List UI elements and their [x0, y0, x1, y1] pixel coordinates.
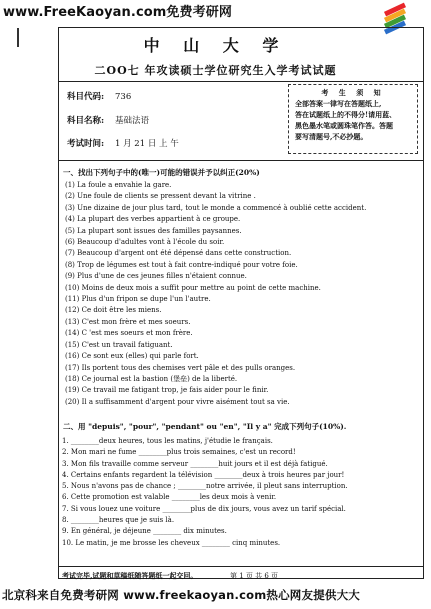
meta-value: 736 [115, 92, 132, 102]
divider [58, 566, 424, 567]
section1-title: 一、找出下列句子中的(唯一)可能的错误并予以纠正(20%) [63, 168, 260, 177]
divider [58, 81, 424, 82]
notice-line: 要写清题号,不必抄题。 [295, 132, 368, 141]
meta-value: 1 月 21 日 上 午 [115, 139, 179, 149]
meta-label: 科目名称: [67, 116, 105, 126]
notice-line: 全部答案一律写在答题纸上, [295, 99, 382, 108]
watermark-top: www.FreeKaoyan.com免费考研网 [3, 5, 232, 20]
subject-code [67, 90, 131, 102]
notice-line: 黑色墨水笔或圆珠笔作答。答题 [295, 121, 393, 130]
question-item: (4) La plupart des verbes appartient à ce groupe. [65, 215, 241, 224]
question-item: 6. Cette promotion est valable ________les deux mois à venir. [62, 493, 277, 502]
candidate-notice-box [288, 84, 418, 154]
section1-questions [65, 180, 415, 408]
question-item: (6) Beaucoup d'adultes vont à l'école du soir. [65, 238, 225, 247]
question-item: (14) C 'est mes soeurs et mon frère. [65, 329, 193, 338]
section2-title: 二、用 "depuis", "pour", "pendant" ou "en", "Il y a" 完成下列句子(10%). [63, 422, 347, 431]
divider [58, 160, 424, 161]
university-name: 中 山 大 学 [143, 36, 288, 55]
question-item: (17) Ils portent tous des chemises vert pâle et des pulls oranges. [65, 363, 296, 372]
question-item: (3) Une dizaine de jour plus tard, tout le monde a commencé à oublié cette accident. [65, 203, 367, 212]
notice-heading: 考 生 须 知 [321, 88, 385, 97]
exam-title: 二OO七 年攻读硕士学位研究生入学考试试题 [94, 64, 337, 77]
question-item: (7) Beaucoup d'argent ont été dépensé dans cette construction. [65, 249, 292, 258]
question-item: (8) Trop de légumes est tout à fait contre-indiqué pour votre foie. [65, 260, 298, 269]
question-item: 3. Mon fils travaille comme serveur ________huit jours et il est déjà fatigué. [62, 459, 328, 468]
notice-line: 答在试题纸上的不得分!请用蓝、 [295, 110, 397, 119]
watermark-bottom: 北京科来自免费考研网 www.freekaoyan.com热心网友提供大大 [2, 588, 361, 602]
meta-value: 基础法语 [115, 116, 150, 126]
subject-name [67, 114, 149, 126]
exam-time [67, 137, 179, 149]
question-item: (2) Une foule de clients se pressent devant la vitrine . [65, 192, 256, 201]
question-item: 4. Certains enfants regardent la télévision ________deux à trois heures par jour! [62, 470, 345, 479]
question-item: (13) C'est mon frère et mes soeurs. [65, 317, 191, 326]
question-item: 2. Mon mari ne fume ________plus trois semaines, c'est un record! [62, 448, 296, 457]
question-item: 8. ________heures que je suis là. [62, 516, 175, 525]
question-item: 9. En général, je déjeune ________ dix minutes. [62, 527, 227, 536]
question-item: 5. Nous n'avons pas de chance ; ________notre arrivée, il pleut sans interruption. [62, 482, 348, 491]
question-item: (11) Plus d'un fripon se dupe l'un l'autre. [65, 295, 211, 304]
footer-instruction: 考试完毕,试题和草稿纸随答题纸一起交回。 [62, 571, 198, 580]
question-item: (5) La plupart sont issues des familles paysannes. [65, 226, 242, 235]
question-item: (12) Ce doit être les miens. [65, 306, 162, 315]
meta-label: 考试时间: [67, 139, 105, 149]
question-item: (10) Moins de deux mois a suffit pour mettre au point de cette machine. [65, 283, 321, 292]
question-item: (19) Ce travail me fatigant trop, je fais aider pour le finir. [65, 386, 269, 395]
question-item: (9) Plus d'une de ces jeunes filles n'étaient connue. [65, 272, 247, 281]
freekaoyan-logo-icon [382, 3, 408, 29]
page-number: 第 1 页 共 6 页 [230, 572, 279, 580]
question-item: (20) Il a suffisamment d'argent pour vivre aisément tout sa vie. [65, 397, 290, 406]
question-item: 1. ________deux heures, tous les matins, j'étudie le français. [62, 437, 273, 445]
section2-questions [62, 436, 412, 549]
question-item: (1) La foule a envahie la gare. [65, 181, 172, 189]
question-item: (16) Ce sont eux (elles) qui parle fort. [65, 352, 199, 361]
question-item: 10. Le matin, je me brosse les cheveux ________ cinq minutes. [62, 538, 281, 547]
question-item: 7. Si vous louez une voiture ________plus de dix jours, vous avez un tarif spécial. [62, 504, 346, 513]
question-item: (18) Ce journal est la bastion (堡垒) de la liberté. [65, 374, 238, 383]
question-item: (15) C'est un travail fatiguant. [65, 340, 173, 349]
meta-label: 科目代码: [67, 92, 105, 102]
